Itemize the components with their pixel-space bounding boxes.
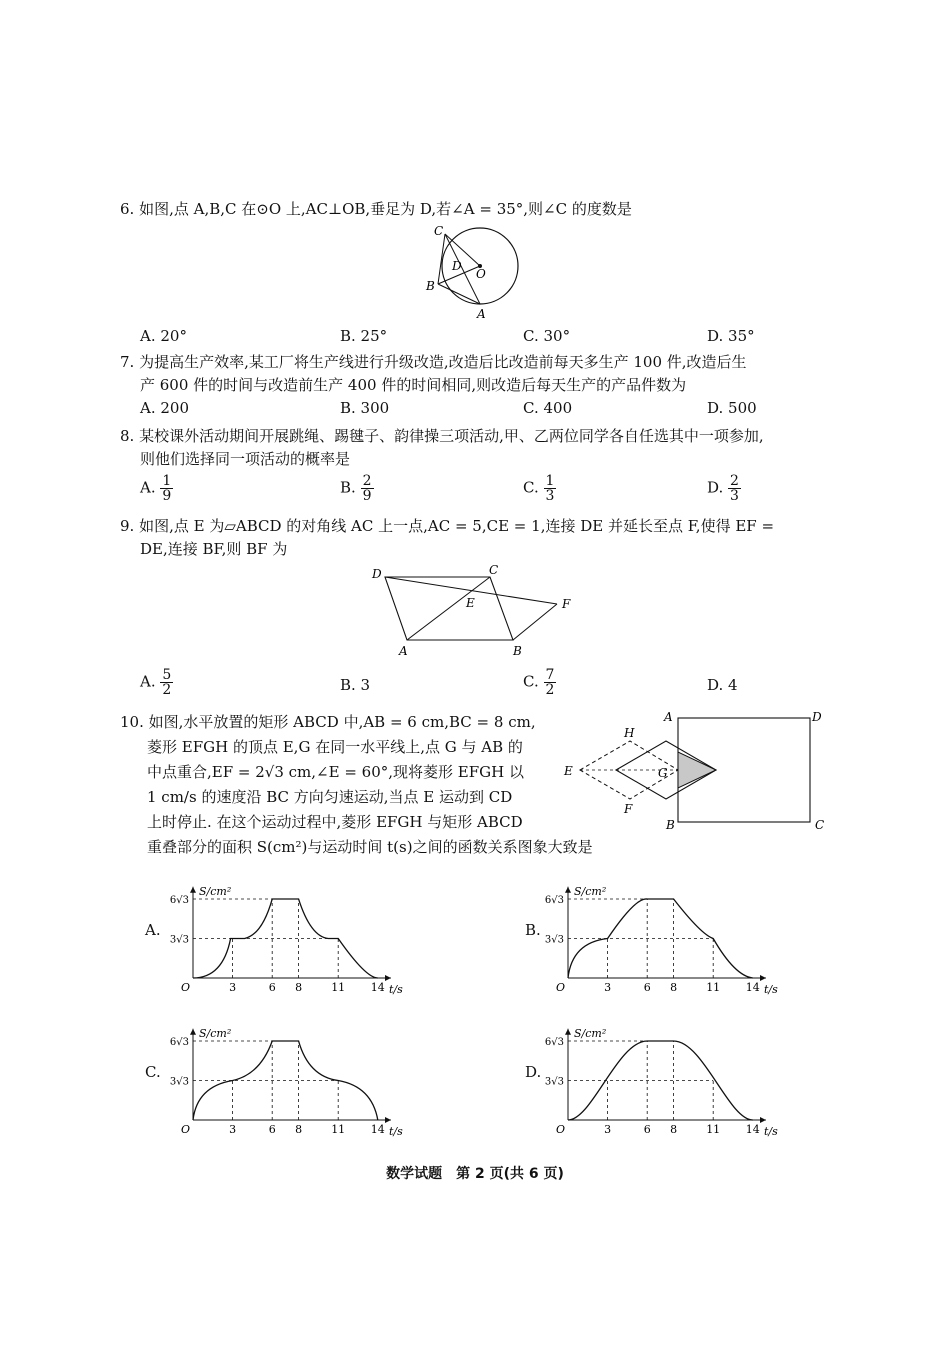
x-tick-label: 8 bbox=[670, 981, 678, 994]
q7-option-b: B. 300 bbox=[340, 399, 390, 417]
x-tick-label: 11 bbox=[706, 981, 721, 994]
q10-label-e: E bbox=[564, 764, 573, 778]
x-tick-label: 8 bbox=[295, 1123, 303, 1136]
q8-option-b: B. $\frac{2}{9}$ bbox=[340, 473, 372, 504]
q8-line-1: 8. 某校课外活动期间开展跳绳、踢毽子、韵律操三项活动,甲、乙两位同学各自任选其中一项参加, bbox=[120, 427, 764, 445]
q6-option-c: C. 30° bbox=[523, 327, 571, 345]
x-tick-label: 8 bbox=[670, 1123, 678, 1136]
y-tick-label: 3√3 bbox=[544, 1076, 564, 1088]
x-tick-label: 3 bbox=[604, 981, 612, 994]
q6-option-a: A. 20° bbox=[140, 327, 187, 345]
q10-label-a: A bbox=[664, 710, 673, 724]
y-axis-label: S/cm² bbox=[199, 1026, 232, 1040]
q9-option-c: C. $\frac{7}{2}$ bbox=[523, 667, 555, 698]
x-tick-label: 11 bbox=[331, 1123, 346, 1136]
q6-line-ca bbox=[445, 234, 480, 304]
q9-label-f: F bbox=[562, 597, 571, 611]
x-tick-label: 11 bbox=[331, 981, 346, 994]
origin-label: O bbox=[556, 1123, 566, 1136]
x-tick-label: 6 bbox=[643, 981, 651, 994]
q10-line-4: 1 cm/s 的速度沿 BC 方向匀速运动,当点 E 运动到 CD bbox=[147, 788, 513, 806]
graph-c bbox=[165, 1000, 425, 1140]
origin-label: O bbox=[556, 981, 566, 994]
q10-label-g: G bbox=[658, 766, 668, 780]
q9-line-bf bbox=[513, 604, 557, 640]
x-tick-label: 11 bbox=[706, 1123, 721, 1136]
x-tick-label: 8 bbox=[295, 981, 303, 994]
q10-label-f: F bbox=[624, 802, 633, 816]
q7-option-a: A. 200 bbox=[140, 399, 189, 417]
q10-line-6: 重叠部分的面积 S(cm²)与运动时间 t(s)之间的函数关系图象大致是 bbox=[147, 838, 593, 856]
q6-label-c: C bbox=[434, 224, 444, 238]
q10-line-5: 上时停止. 在这个运动过程中,菱形 EFGH 与矩形 ABCD bbox=[147, 813, 523, 831]
origin-label: O bbox=[181, 981, 191, 994]
q6-label-d: D bbox=[452, 259, 462, 273]
origin-label: O bbox=[181, 1123, 191, 1136]
x-axis-label: t/s bbox=[764, 1125, 778, 1138]
x-axis-label: t/s bbox=[764, 983, 778, 996]
q10-label-d: D bbox=[812, 710, 822, 724]
x-axis-label: t/s bbox=[389, 983, 403, 996]
q6-text: 6. 如图,点 A,B,C 在⊙O 上,AC⊥OB,垂足为 D,若∠A = 35°,则∠C 的度数是 bbox=[120, 200, 632, 218]
x-axis-arrow bbox=[385, 1117, 391, 1123]
q10-line-2: 菱形 EFGH 的顶点 E,G 在同一水平线上,点 G 与 AB 的 bbox=[147, 738, 523, 756]
q7-line-2: 产 600 件的时间与改造前生产 400 件的时间相同,则改造后每天生产的产品件数为 bbox=[140, 376, 687, 394]
graph-a bbox=[165, 858, 425, 998]
q10-option-c: C. bbox=[145, 1063, 161, 1081]
q10-label-c: C bbox=[815, 818, 825, 832]
q10-line-3: 中点重合,EF = 2√3 cm,∠E = 60°,现将菱形 EFGH 以 bbox=[147, 763, 524, 781]
q9-option-d: D. 4 bbox=[707, 676, 738, 694]
q8-option-a: A. $\frac{1}{9}$ bbox=[140, 473, 172, 504]
q7-option-d: D. 500 bbox=[707, 399, 757, 417]
x-axis-arrow bbox=[760, 1117, 766, 1123]
q6-figure bbox=[420, 222, 530, 322]
y-axis-label: S/cm² bbox=[574, 1026, 607, 1040]
q10-option-a: A. bbox=[145, 921, 161, 939]
x-tick-label: 6 bbox=[643, 1123, 651, 1136]
q9-label-a: A bbox=[399, 644, 408, 658]
q7-option-c: C. 400 bbox=[523, 399, 573, 417]
q6-label-a: A bbox=[477, 307, 486, 321]
y-tick-label: 6√3 bbox=[544, 895, 564, 907]
q6-option-d: D. 35° bbox=[707, 327, 755, 345]
x-tick-label: 14 bbox=[745, 981, 760, 994]
x-tick-label: 14 bbox=[370, 1123, 385, 1136]
q9-label-b: B bbox=[513, 644, 522, 658]
q10-overlap-shaded bbox=[678, 752, 716, 788]
y-axis-arrow bbox=[190, 887, 196, 893]
q6-line-co bbox=[445, 234, 480, 266]
x-tick-label: 14 bbox=[370, 981, 385, 994]
x-tick-label: 3 bbox=[229, 981, 237, 994]
q10-label-b: B bbox=[666, 818, 675, 832]
x-tick-label: 3 bbox=[229, 1123, 237, 1136]
x-axis-label: t/s bbox=[389, 1125, 403, 1138]
y-axis-arrow bbox=[565, 1029, 571, 1035]
q9-label-e: E bbox=[466, 596, 475, 610]
x-tick-label: 14 bbox=[745, 1123, 760, 1136]
q9-figure bbox=[365, 562, 585, 662]
q9-line-1: 9. 如图,点 E 为▱ABCD 的对角线 AC 上一点,AC = 5,CE = 1,连接 DE 并延长至点 F,使得 EF = bbox=[120, 517, 775, 535]
y-tick-label: 3√3 bbox=[169, 1076, 189, 1088]
y-axis-arrow bbox=[565, 887, 571, 893]
q8-line-2: 则他们选择同一项活动的概率是 bbox=[140, 450, 351, 468]
q9-diagonal-ac bbox=[407, 577, 490, 640]
y-tick-label: 6√3 bbox=[169, 895, 189, 907]
q9-label-c: C bbox=[489, 563, 499, 577]
q6-line-ba bbox=[438, 284, 480, 304]
q8-option-d: D. $\frac{2}{3}$ bbox=[707, 473, 739, 504]
graph-d bbox=[540, 1000, 800, 1140]
q10-option-d: D. bbox=[525, 1063, 542, 1081]
q7-line-1: 7. 为提高生产效率,某工厂将生产线进行升级改造,改造后比改造前每天多生产 100 件,改造后生 bbox=[120, 353, 747, 371]
q10-line-1: 10. 如图,水平放置的矩形 ABCD 中,AB = 6 cm,BC = 8 cm, bbox=[120, 713, 536, 731]
graph-b bbox=[540, 858, 800, 998]
q6-label-o: O bbox=[476, 267, 486, 281]
y-axis-label: S/cm² bbox=[199, 884, 232, 898]
q6-option-b: B. 25° bbox=[340, 327, 388, 345]
page-footer: 数学试题 第 2 页(共 6 页) bbox=[386, 1166, 564, 1182]
y-axis-arrow bbox=[190, 1029, 196, 1035]
q9-line-2: DE,连接 BF,则 BF 为 bbox=[140, 540, 288, 558]
q10-option-b: B. bbox=[525, 921, 541, 939]
q9-option-a: A. $\frac{5}{2}$ bbox=[140, 667, 172, 698]
q6-label-b: B bbox=[426, 279, 435, 293]
q10-figure bbox=[560, 705, 840, 835]
x-axis-arrow bbox=[760, 975, 766, 981]
y-tick-label: 6√3 bbox=[169, 1037, 189, 1049]
x-axis-arrow bbox=[385, 975, 391, 981]
q9-label-d: D bbox=[372, 567, 382, 581]
y-tick-label: 3√3 bbox=[544, 934, 564, 946]
x-tick-label: 6 bbox=[268, 1123, 276, 1136]
q10-label-h: H bbox=[624, 726, 635, 740]
q9-option-b: B. 3 bbox=[340, 676, 371, 694]
x-tick-label: 3 bbox=[604, 1123, 612, 1136]
x-tick-label: 6 bbox=[268, 981, 276, 994]
y-axis-label: S/cm² bbox=[574, 884, 607, 898]
q8-option-c: C. $\frac{1}{3}$ bbox=[523, 473, 555, 504]
y-tick-label: 6√3 bbox=[544, 1037, 564, 1049]
y-tick-label: 3√3 bbox=[169, 934, 189, 946]
